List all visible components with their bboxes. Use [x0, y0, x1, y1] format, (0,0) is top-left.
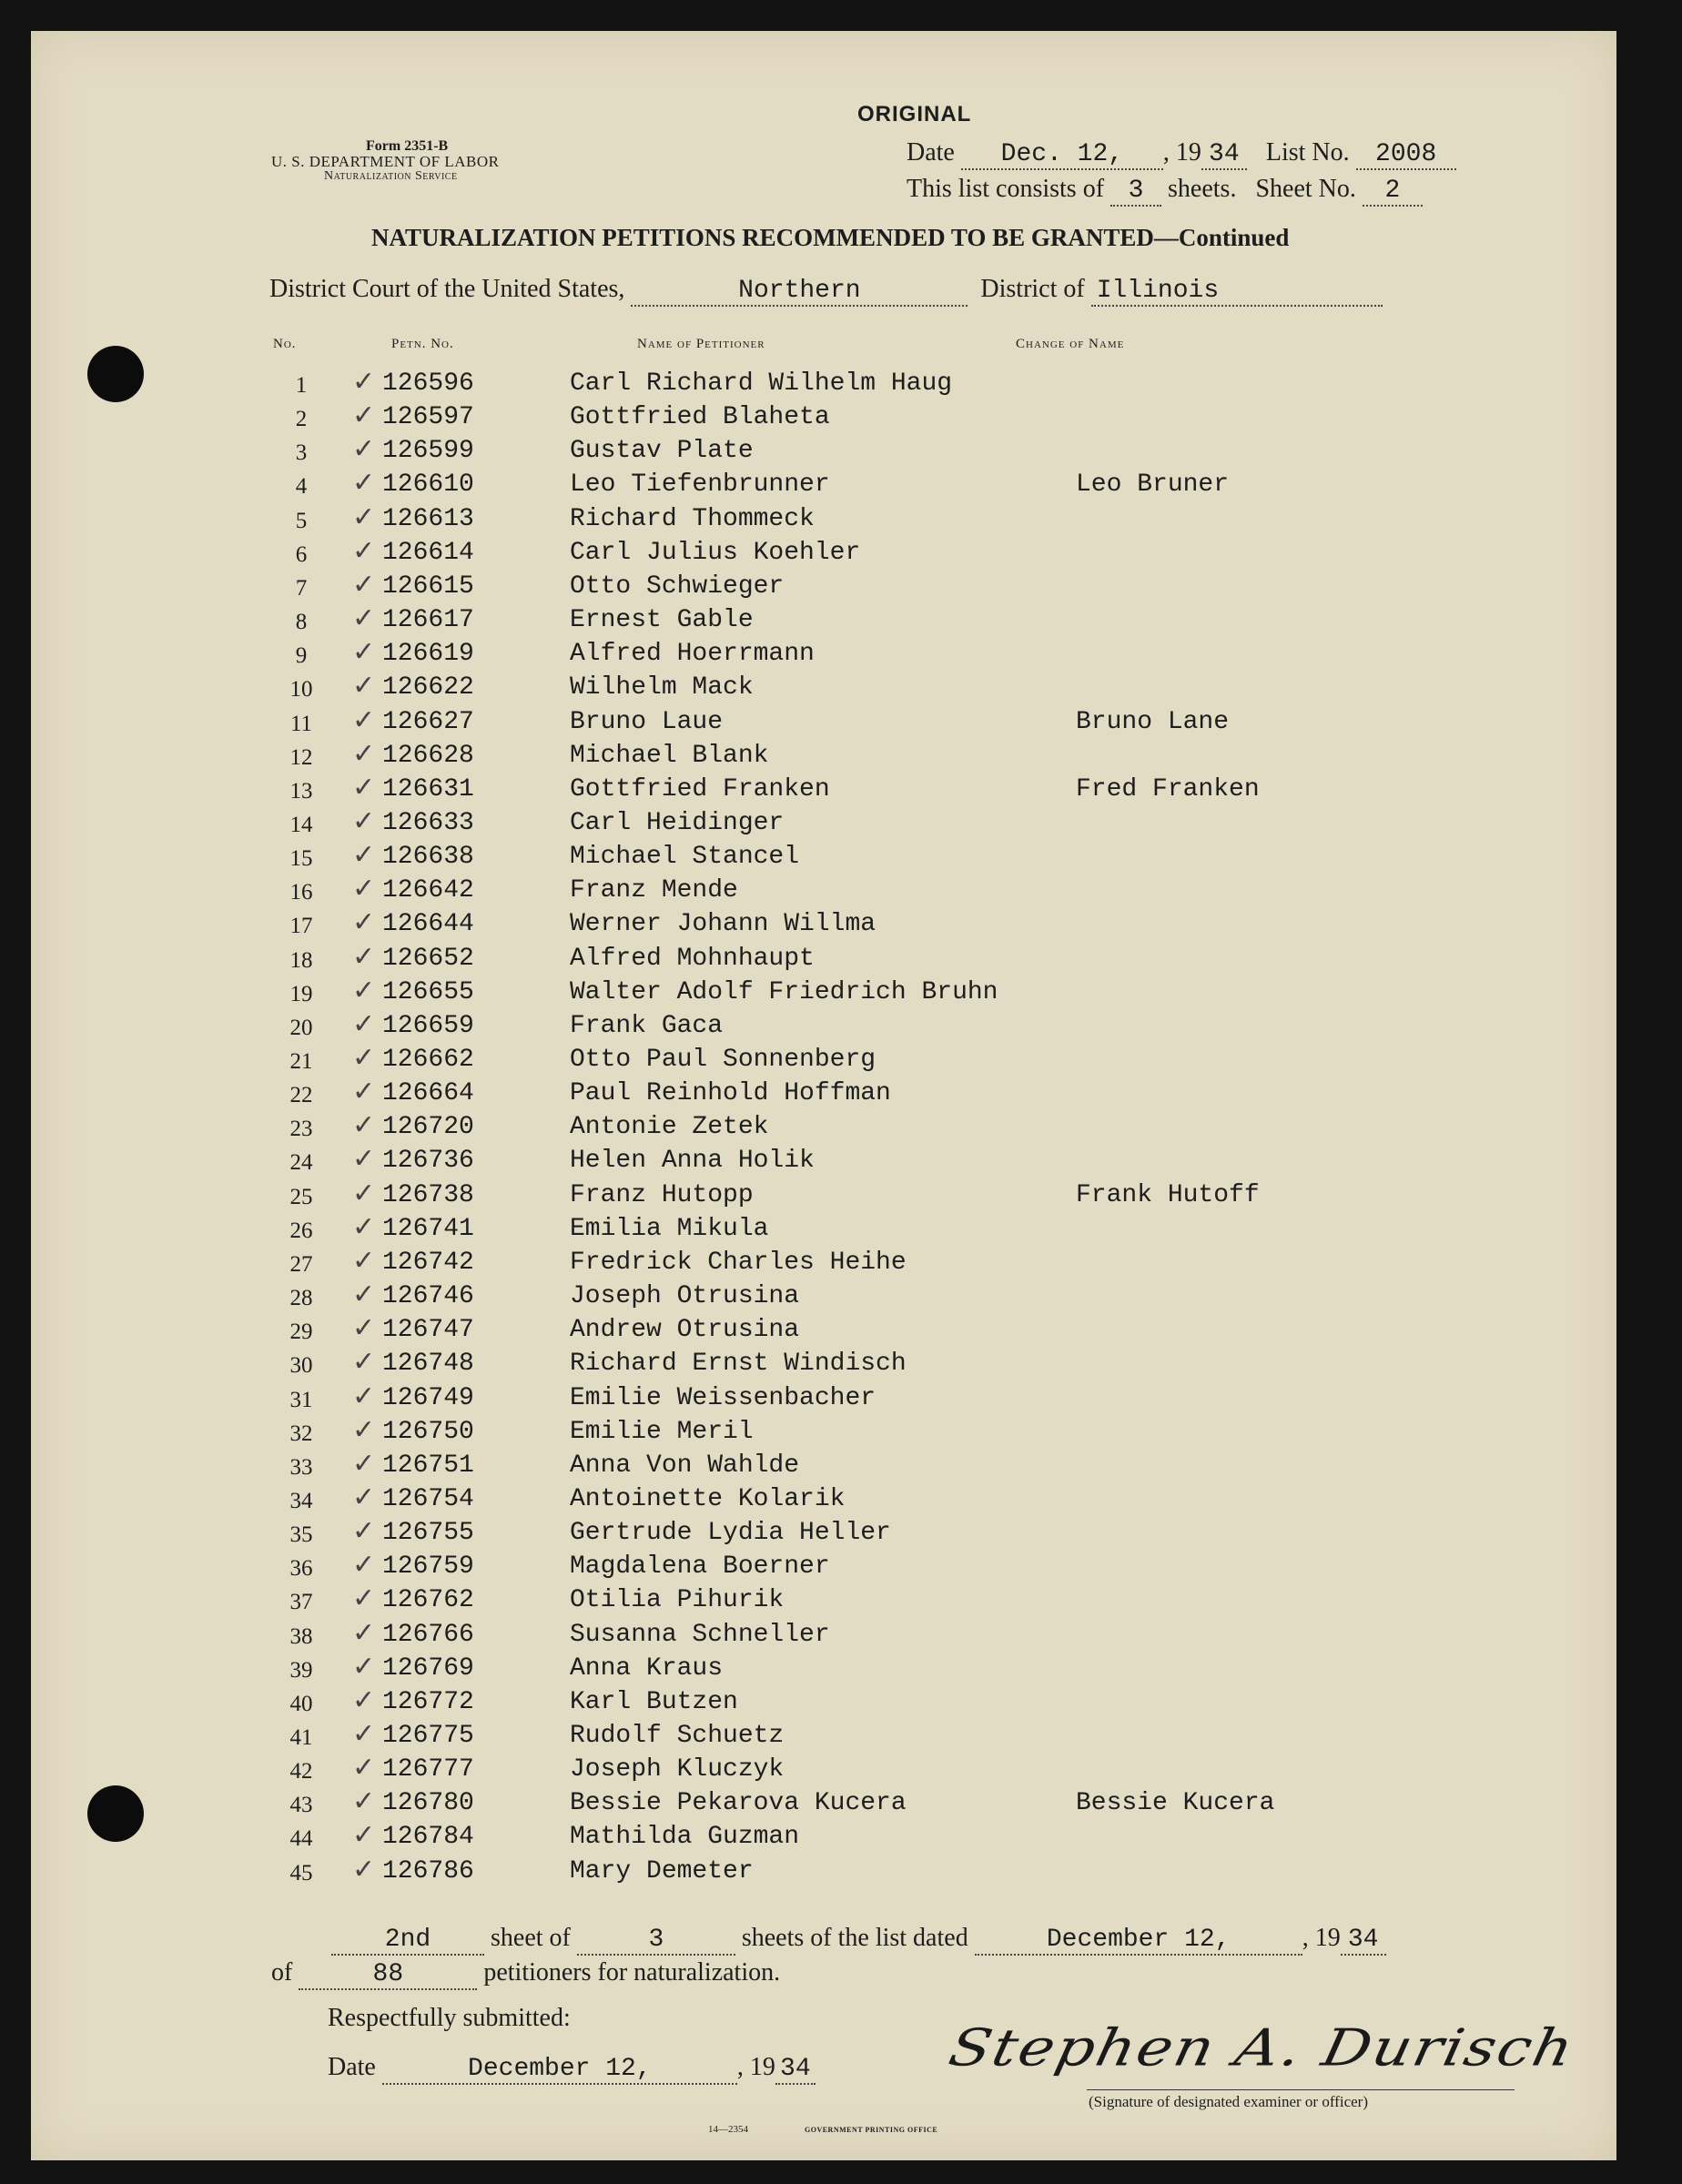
check-mark-icon: ✓ — [352, 941, 376, 972]
row-number: 21 — [289, 1049, 313, 1074]
row-number: 37 — [289, 1590, 313, 1615]
sheets-line — [907, 175, 1423, 207]
petition-number: 126597 — [382, 403, 474, 432]
row-number: 29 — [289, 1320, 313, 1345]
document-sheet — [31, 31, 1616, 2160]
check-mark-icon: ✓ — [352, 1617, 376, 1648]
table-row — [31, 1450, 1396, 1483]
row-number: 5 — [295, 508, 308, 533]
footer-total-sheets-field: 3 — [577, 1924, 735, 1956]
petitioner-name: Werner Johann Willma — [570, 910, 876, 939]
form-number: Form 2351-B — [366, 138, 449, 154]
table-row — [31, 1855, 1396, 1889]
table-row — [31, 807, 1396, 841]
table-row — [31, 774, 1396, 807]
check-mark-icon: ✓ — [352, 874, 376, 905]
footer-date-year-field: 34 — [775, 2053, 816, 2085]
petitioner-name: Anna Kraus — [570, 1653, 724, 1683]
table-row — [31, 1213, 1396, 1247]
table-row — [31, 1483, 1396, 1517]
check-mark-icon: ✓ — [352, 1144, 376, 1175]
row-number: 31 — [289, 1387, 313, 1412]
signature: Stephen A. Durisch — [944, 2017, 1581, 2078]
row-number: 25 — [289, 1184, 313, 1209]
petition-number: 126662 — [382, 1046, 474, 1074]
changed-name: Bessie Kucera — [1076, 1789, 1275, 1818]
row-number: 16 — [289, 880, 313, 905]
table-row — [31, 1619, 1396, 1653]
table-row — [31, 469, 1396, 502]
petitioner-name: Gottfried Franken — [570, 774, 830, 804]
petition-number: 126755 — [382, 1519, 474, 1548]
petition-number: 126720 — [382, 1113, 474, 1142]
row-number: 23 — [289, 1117, 313, 1142]
petition-number: 126633 — [382, 808, 474, 837]
table-row — [31, 1653, 1396, 1686]
petition-number: 126780 — [382, 1789, 474, 1818]
petition-number: 126619 — [382, 640, 474, 669]
department-name: U. S. DEPARTMENT OF LABOR — [271, 153, 500, 170]
table-row — [31, 1551, 1396, 1584]
column-header-change: Change of Name — [1016, 337, 1125, 351]
row-number: 17 — [289, 914, 313, 939]
table-row — [31, 1111, 1396, 1145]
signature-caption: (Signature of designated examiner or officer) — [1089, 2093, 1368, 2110]
table-row — [31, 604, 1396, 638]
petition-number: 126762 — [382, 1586, 474, 1615]
row-number: 7 — [295, 575, 308, 601]
footer-sheet-field: 2nd — [331, 1924, 484, 1956]
table-row — [31, 672, 1396, 705]
table-row — [31, 740, 1396, 774]
petition-number: 126610 — [382, 470, 474, 500]
check-mark-icon: ✓ — [352, 907, 376, 938]
petitioner-name: Magdalena Boerner — [570, 1552, 830, 1582]
date-line — [907, 138, 1456, 170]
list-no-field: 2008 — [1356, 138, 1456, 170]
footer-year-field: 34 — [1341, 1924, 1386, 1956]
list-no-label: List No. — [1265, 138, 1350, 167]
petitioner-name: Emilie Meril — [570, 1417, 754, 1446]
petitioner-name: Bruno Laue — [570, 707, 724, 736]
sheet-no-label: Sheet No. — [1255, 175, 1356, 203]
consists-label: This list consists of — [907, 175, 1105, 203]
petition-number: 126614 — [382, 538, 474, 567]
table-row — [31, 976, 1396, 1010]
row-number: 45 — [289, 1860, 313, 1886]
row-number: 38 — [289, 1623, 313, 1649]
petitioner-name: Alfred Hoerrmann — [570, 640, 815, 669]
petition-number: 126615 — [382, 571, 474, 601]
respectfully-submitted: Respectfully submitted: — [328, 2004, 571, 2032]
table-row — [31, 1145, 1396, 1178]
table-row — [31, 1517, 1396, 1551]
petition-number: 126775 — [382, 1722, 474, 1750]
petitioner-name: Andrew Otrusina — [570, 1316, 800, 1345]
petition-number: 126784 — [382, 1823, 474, 1852]
column-header-no: No. — [273, 337, 297, 351]
petition-number: 126642 — [382, 876, 474, 905]
row-number: 3 — [295, 440, 308, 466]
petitioner-name: Mary Demeter — [570, 1856, 754, 1886]
petition-number: 126736 — [382, 1147, 474, 1176]
petitioner-name: Carl Richard Wilhelm Haug — [570, 369, 953, 398]
row-number: 1 — [295, 373, 308, 398]
table-row — [31, 401, 1396, 435]
petition-number: 126599 — [382, 437, 474, 466]
petition-number: 126777 — [382, 1755, 474, 1785]
row-number: 43 — [289, 1793, 313, 1818]
check-mark-icon: ✓ — [352, 975, 376, 1006]
table-row — [31, 841, 1396, 875]
check-mark-icon: ✓ — [352, 434, 376, 465]
table-row — [31, 435, 1396, 469]
changed-name: Fred Franken — [1076, 774, 1260, 804]
check-mark-icon: ✓ — [352, 1008, 376, 1039]
table-row — [31, 1754, 1396, 1787]
check-mark-icon: ✓ — [352, 1719, 376, 1749]
table-row — [31, 1382, 1396, 1416]
table-row — [31, 638, 1396, 672]
check-mark-icon: ✓ — [352, 1820, 376, 1851]
row-number: 30 — [289, 1353, 313, 1379]
table-row — [31, 1179, 1396, 1213]
court-line — [269, 275, 1383, 307]
petition-number: 126738 — [382, 1180, 474, 1209]
table-row — [31, 875, 1396, 908]
petitioner-name: Mathilda Guzman — [570, 1823, 800, 1852]
check-mark-icon: ✓ — [352, 535, 376, 566]
table-row — [31, 1348, 1396, 1381]
table-row — [31, 908, 1396, 942]
petitioner-name: Michael Stancel — [570, 843, 800, 872]
row-number: 12 — [289, 744, 313, 770]
check-mark-icon: ✓ — [352, 637, 376, 668]
table-row — [31, 571, 1396, 604]
table-row — [31, 1686, 1396, 1720]
table-row — [31, 1247, 1396, 1280]
row-number: 28 — [289, 1286, 313, 1311]
petitioner-name: Susanna Schneller — [570, 1620, 830, 1649]
footer-petitioners-count-field: 88 — [299, 1958, 477, 1990]
petition-number: 126638 — [382, 843, 474, 872]
sheets-label: sheets. — [1168, 175, 1237, 203]
printer-name: GOVERNMENT PRINTING OFFICE — [805, 2126, 938, 2134]
petition-number: 126772 — [382, 1687, 474, 1716]
petition-number: 126769 — [382, 1653, 474, 1683]
petition-number: 126659 — [382, 1011, 474, 1040]
table-row — [31, 1787, 1396, 1821]
service-name: Naturalization Service — [324, 169, 458, 183]
table-row — [31, 1314, 1396, 1348]
check-mark-icon: ✓ — [352, 1516, 376, 1547]
petitioner-name: Ernest Gable — [570, 606, 754, 635]
petitioner-name: Wilhelm Mack — [570, 673, 754, 703]
column-header-petn: Petn. No. — [391, 337, 454, 351]
sheet-no-field: 2 — [1363, 175, 1423, 207]
petition-number: 126622 — [382, 673, 474, 703]
petitioner-name: Gertrude Lydia Heller — [570, 1519, 891, 1548]
row-number: 35 — [289, 1522, 313, 1548]
footer-date-field: December 12, — [382, 2053, 737, 2085]
table-row — [31, 1416, 1396, 1450]
petitioner-name: Franz Hutopp — [570, 1180, 754, 1209]
petition-number: 126613 — [382, 504, 474, 533]
petition-number: 126750 — [382, 1417, 474, 1446]
petitioner-name: Carl Julius Koehler — [570, 538, 861, 567]
row-number: 10 — [289, 677, 313, 703]
petitioner-name: Walter Adolf Friedrich Bruhn — [570, 977, 998, 1006]
check-mark-icon: ✓ — [352, 1245, 376, 1276]
changed-name: Leo Bruner — [1076, 470, 1230, 500]
table-row — [31, 1720, 1396, 1754]
table-row — [31, 1077, 1396, 1111]
footer-petitioners-line — [271, 1958, 780, 1990]
district-field: Northern — [631, 275, 968, 307]
form-title: NATURALIZATION PETITIONS RECOMMENDED TO BE GRANTED—Continued — [371, 224, 1290, 251]
check-mark-icon: ✓ — [352, 1684, 376, 1715]
row-number: 9 — [295, 643, 308, 669]
table-row — [31, 368, 1396, 401]
petition-number: 126786 — [382, 1856, 474, 1886]
check-mark-icon: ✓ — [352, 603, 376, 634]
row-number: 11 — [289, 711, 313, 736]
petitioner-name: Anna Von Wahlde — [570, 1451, 800, 1480]
footer-list-date-field: December 12, — [975, 1924, 1302, 1956]
petition-number: 126664 — [382, 1079, 474, 1108]
table-row — [31, 1010, 1396, 1044]
petitioner-name: Gustav Plate — [570, 437, 754, 466]
petition-number: 126766 — [382, 1620, 474, 1649]
check-mark-icon: ✓ — [352, 1347, 376, 1378]
petitioner-name: Antonie Zetek — [570, 1113, 769, 1142]
row-number: 13 — [289, 778, 313, 804]
check-mark-icon: ✓ — [352, 738, 376, 769]
petitioner-name: Carl Heidinger — [570, 808, 785, 837]
row-number: 8 — [295, 610, 308, 635]
petition-number: 126617 — [382, 606, 474, 635]
row-number: 32 — [289, 1421, 313, 1446]
check-mark-icon: ✓ — [352, 1178, 376, 1208]
row-number: 40 — [289, 1691, 313, 1716]
date-label: Date — [907, 138, 955, 167]
petitioner-name: Michael Blank — [570, 741, 769, 770]
petition-number: 126596 — [382, 369, 474, 398]
petition-number: 126644 — [382, 910, 474, 939]
date-field: Dec. 12, — [961, 138, 1163, 170]
petition-number: 126749 — [382, 1383, 474, 1412]
column-header-name: Name of Petitioner — [637, 337, 765, 351]
district-label: District of — [980, 275, 1085, 303]
petitioner-name: Leo Tiefenbrunner — [570, 470, 830, 500]
check-mark-icon: ✓ — [352, 1583, 376, 1614]
petitioner-name: Emilie Weissenbacher — [570, 1383, 876, 1412]
footer-sheet-of-label: sheet of — [491, 1924, 571, 1952]
row-number: 20 — [289, 1015, 313, 1040]
row-number: 39 — [289, 1657, 313, 1683]
table-row — [31, 503, 1396, 537]
petition-number: 126759 — [382, 1552, 474, 1582]
state-field: Illinois — [1091, 275, 1383, 307]
check-mark-icon: ✓ — [352, 1786, 376, 1817]
check-mark-icon: ✓ — [352, 704, 376, 735]
footer-petitioners-label: petitioners for naturalization. — [483, 1958, 781, 1987]
check-mark-icon: ✓ — [352, 1110, 376, 1141]
petitioner-name: Frank Gaca — [570, 1011, 724, 1040]
petitioner-name: Helen Anna Holik — [570, 1147, 815, 1176]
row-number: 18 — [289, 947, 313, 973]
table-row — [31, 537, 1396, 571]
check-mark-icon: ✓ — [352, 805, 376, 836]
petitioner-name: Fredrick Charles Heihe — [570, 1248, 907, 1277]
table-row — [31, 1821, 1396, 1855]
row-number: 36 — [289, 1556, 313, 1582]
petition-number: 126754 — [382, 1484, 474, 1513]
row-number: 33 — [289, 1454, 313, 1480]
petitioner-name: Otilia Pihurik — [570, 1586, 785, 1615]
footer-sheet-line — [331, 1924, 1386, 1956]
footer-list-dated-label: sheets of the list dated — [741, 1924, 968, 1952]
petitioner-name: Otto Schwieger — [570, 571, 785, 601]
check-mark-icon: ✓ — [352, 1753, 376, 1784]
table-row — [31, 943, 1396, 976]
petition-number: 126742 — [382, 1248, 474, 1277]
row-number: 6 — [295, 541, 308, 567]
row-number: 42 — [289, 1759, 313, 1785]
table-row — [31, 706, 1396, 740]
row-number: 14 — [289, 812, 313, 837]
petitioner-name: Franz Mende — [570, 876, 738, 905]
petitioner-name: Alfred Mohnhaupt — [570, 944, 815, 973]
check-mark-icon: ✓ — [352, 1380, 376, 1411]
table-row — [31, 1584, 1396, 1618]
check-mark-icon: ✓ — [352, 1313, 376, 1344]
petition-number: 126631 — [382, 774, 474, 804]
check-mark-icon: ✓ — [352, 400, 376, 431]
check-mark-icon: ✓ — [352, 1481, 376, 1512]
petitioner-name: Paul Reinhold Hoffman — [570, 1079, 891, 1108]
row-number: 44 — [289, 1826, 313, 1852]
check-mark-icon: ✓ — [352, 1854, 376, 1885]
petitioner-name: Karl Butzen — [570, 1687, 738, 1716]
footer-year-prefix: , 19 — [1302, 1924, 1341, 1952]
row-number: 26 — [289, 1218, 313, 1243]
petition-number: 126751 — [382, 1451, 474, 1480]
consists-field: 3 — [1110, 175, 1161, 207]
check-mark-icon: ✓ — [352, 569, 376, 600]
petitioner-name: Emilia Mikula — [570, 1214, 769, 1243]
check-mark-icon: ✓ — [352, 840, 376, 871]
petition-number: 126747 — [382, 1316, 474, 1345]
petitioner-name: Gottfried Blaheta — [570, 403, 830, 432]
petition-number: 126748 — [382, 1350, 474, 1379]
petitioner-name: Rudolf Schuetz — [570, 1722, 785, 1750]
petitioner-name: Joseph Kluczyk — [570, 1755, 785, 1785]
original-stamp: ORIGINAL — [857, 102, 972, 126]
row-number: 27 — [289, 1251, 313, 1277]
petitioner-name: Richard Ernst Windisch — [570, 1350, 907, 1379]
row-number: 4 — [295, 474, 308, 500]
changed-name: Bruno Lane — [1076, 707, 1230, 736]
petitioner-name: Joseph Otrusina — [570, 1282, 800, 1311]
print-code: 14—2354 — [708, 2124, 748, 2135]
check-mark-icon: ✓ — [352, 1651, 376, 1682]
row-number: 34 — [289, 1488, 313, 1513]
row-number: 22 — [289, 1083, 313, 1108]
footer-of-label: of — [271, 1958, 293, 1987]
petitioner-name: Otto Paul Sonnenberg — [570, 1046, 876, 1074]
petition-number: 126652 — [382, 944, 474, 973]
year-prefix: , 19 — [1162, 138, 1201, 167]
check-mark-icon: ✓ — [352, 1550, 376, 1581]
petition-number: 126627 — [382, 707, 474, 736]
check-mark-icon: ✓ — [352, 501, 376, 532]
footer-date-label: Date — [328, 2053, 376, 2081]
row-number: 19 — [289, 981, 313, 1006]
petition-number: 126628 — [382, 741, 474, 770]
footer-date-line — [328, 2053, 816, 2085]
check-mark-icon: ✓ — [352, 1279, 376, 1310]
check-mark-icon: ✓ — [352, 1448, 376, 1479]
table-row — [31, 1044, 1396, 1077]
check-mark-icon: ✓ — [352, 468, 376, 499]
court-label: District Court of the United States, — [269, 275, 625, 303]
petitioner-name: Bessie Pekarova Kucera — [570, 1789, 907, 1818]
check-mark-icon: ✓ — [352, 772, 376, 803]
row-number: 2 — [295, 407, 308, 432]
footer-date-year-prefix: , 19 — [736, 2053, 775, 2081]
check-mark-icon: ✓ — [352, 367, 376, 397]
petition-number: 126741 — [382, 1214, 474, 1243]
check-mark-icon: ✓ — [352, 1077, 376, 1107]
check-mark-icon: ✓ — [352, 671, 376, 702]
petitioner-name: Richard Thommeck — [570, 504, 815, 533]
row-number: 15 — [289, 846, 313, 872]
petitioner-name: Antoinette Kolarik — [570, 1484, 846, 1513]
petition-number: 126655 — [382, 977, 474, 1006]
row-number: 24 — [289, 1150, 313, 1176]
table-row — [31, 1280, 1396, 1314]
petition-number: 126746 — [382, 1282, 474, 1311]
year-field: 34 — [1201, 138, 1247, 170]
signature-line — [1087, 2089, 1515, 2090]
changed-name: Frank Hutoff — [1076, 1180, 1260, 1209]
check-mark-icon: ✓ — [352, 1211, 376, 1242]
check-mark-icon: ✓ — [352, 1043, 376, 1073]
row-number: 41 — [289, 1725, 313, 1750]
check-mark-icon: ✓ — [352, 1414, 376, 1445]
